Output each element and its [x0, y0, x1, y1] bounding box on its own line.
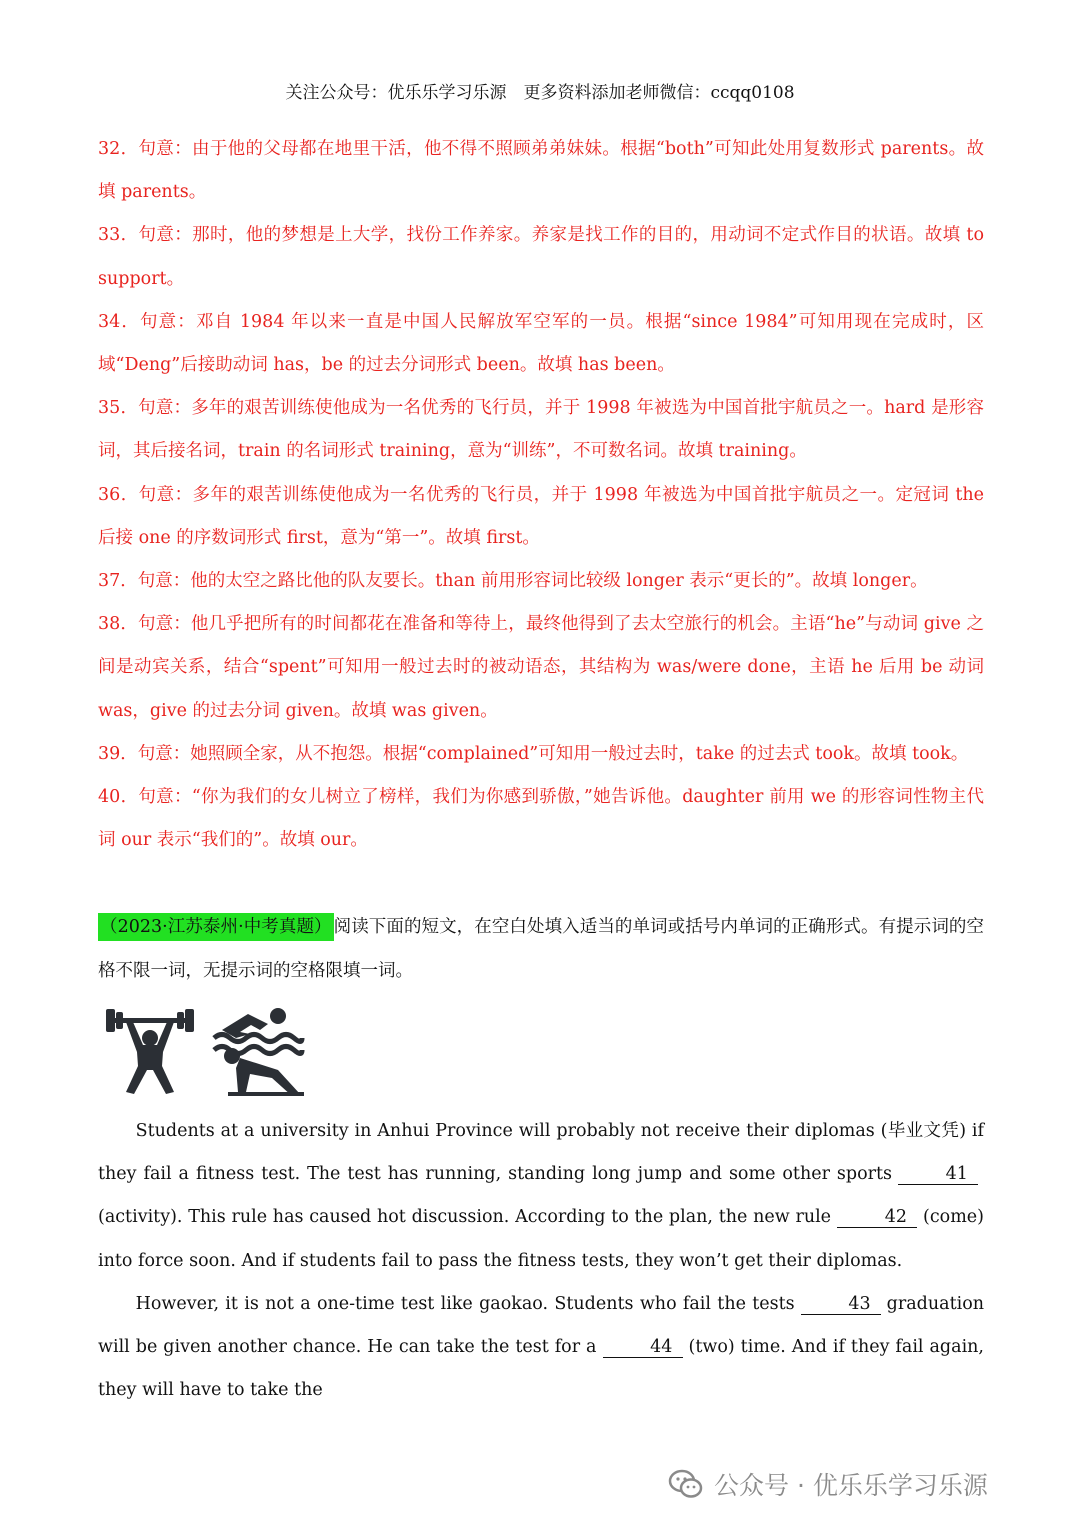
p1-text-2: (activity). This rule has caused hot discussion. According to the plan, the new rule	[98, 1207, 832, 1228]
blank-43[interactable]: 43	[801, 1294, 881, 1315]
instruction-text: 阅读下面的短文，在空白处填入适当的单词或括号内单词的正确形式。有提示词的空格不限一词，无提示词的空格限填一词。	[98, 917, 984, 981]
passage-paragraph-1	[98, 1110, 984, 1283]
answer-37: 37．句意：他的太空之路比他的队友要长。than 前用形容词比较级 longer 表示“更长的”。故填 longer。	[98, 571, 928, 592]
passage-paragraph-2	[98, 1283, 984, 1413]
source-badge: （2023·江苏泰州·中考真题）	[98, 913, 334, 941]
answer-35: 35．句意：多年的艰苦训练使他成为一名优秀的飞行员，并于 1998 年被选为中国首批宇航员之一。hard 是形容词，其后接名词，train 的名词形式 training，意为“训练”，不可数名词。故填 training。	[98, 398, 984, 462]
answer-40: 40．句意：“你为我们的女儿树立了榜样，我们为你感到骄傲，”她告诉他。daughter 前用 we 的形容词性物主代词 our 表示“我们的”。故填 our。	[98, 787, 984, 851]
wechat-logo-icon	[668, 1468, 704, 1500]
watermark	[668, 1462, 1058, 1506]
p2-text-3: (two) time. And if they fail again, they will have to take the	[98, 1337, 984, 1401]
reading-passage	[98, 1110, 984, 1412]
answer-33: 33．句意：那时，他的梦想是上大学，找份工作养家。养家是找工作的目的，用动词不定式作目的状语。故填 to support。	[98, 225, 984, 289]
page-header: 关注公众号：优乐乐学习乐源 更多资料添加老师微信：ccqq0108	[285, 83, 795, 103]
blank-44[interactable]: 44	[603, 1337, 683, 1358]
answer-38: 38．句意：他几乎把所有的时间都花在准备和等待上，最终他得到了去太空旅行的机会。主语“he”与动词 give 之间是动宾关系，结合“spent”可知用一般过去时的被动语态，其结构为 was/were done，主语 he 后用 be 动词 was，give 的过去分词 given。故填 was given。	[98, 614, 984, 721]
swimming-icon	[214, 1008, 302, 1054]
p1-text-1: Students at a university in Anhui Province will probably not receive their diplomas (毕业文凭) if they fail a fitness test. The test has running, standing long jump and some other sports	[98, 1121, 984, 1185]
answer-34: 34．句意：邓自 1984 年以来一直是中国人民解放军空军的一员。根据“since 1984”可知用现在完成时，区域“Deng”后接助动词 has，be 的过去分词形式 been。故填 has been。	[98, 311, 984, 376]
answer-explanations	[98, 128, 984, 862]
blank-41[interactable]: 41	[898, 1164, 978, 1185]
exercise-instruction	[98, 906, 984, 993]
answer-39: 39．句意：她照顾全家，从不抱怨。根据“complained”可知用一般过去时，take 的过去式 took。故填 took。	[98, 743, 969, 764]
answer-36: 36．句意：多年的艰苦训练使他成为一名优秀的飞行员，并于 1998 年被选为中国首批宇航员之一。定冠词 the 后接 one 的序数词形式 first，意为“第一”。故填 first。	[98, 484, 984, 548]
weightlifting-icon	[106, 1009, 194, 1094]
watermark-text: 公众号 · 优乐乐学习乐源	[714, 1471, 988, 1500]
p1-text-3: (come) into force soon. And if students fail to pass the fitness tests, they won’t get their diplomas.	[98, 1207, 984, 1271]
p2-text-2: graduation will be given another chance. He can take the test for a	[98, 1293, 984, 1358]
sports-icons	[100, 1000, 310, 1100]
pushup-icon	[224, 1048, 304, 1096]
blank-42[interactable]: 42	[837, 1207, 917, 1228]
answer-32: 32．句意：由于他的父母都在地里干活，他不得不照顾弟弟妹妹。根据“both”可知此处用复数形式 parents。故填 parents。	[98, 139, 984, 203]
p2-text-1: However, it is not a one-time test like gaokao. Students who fail the tests	[135, 1293, 795, 1314]
